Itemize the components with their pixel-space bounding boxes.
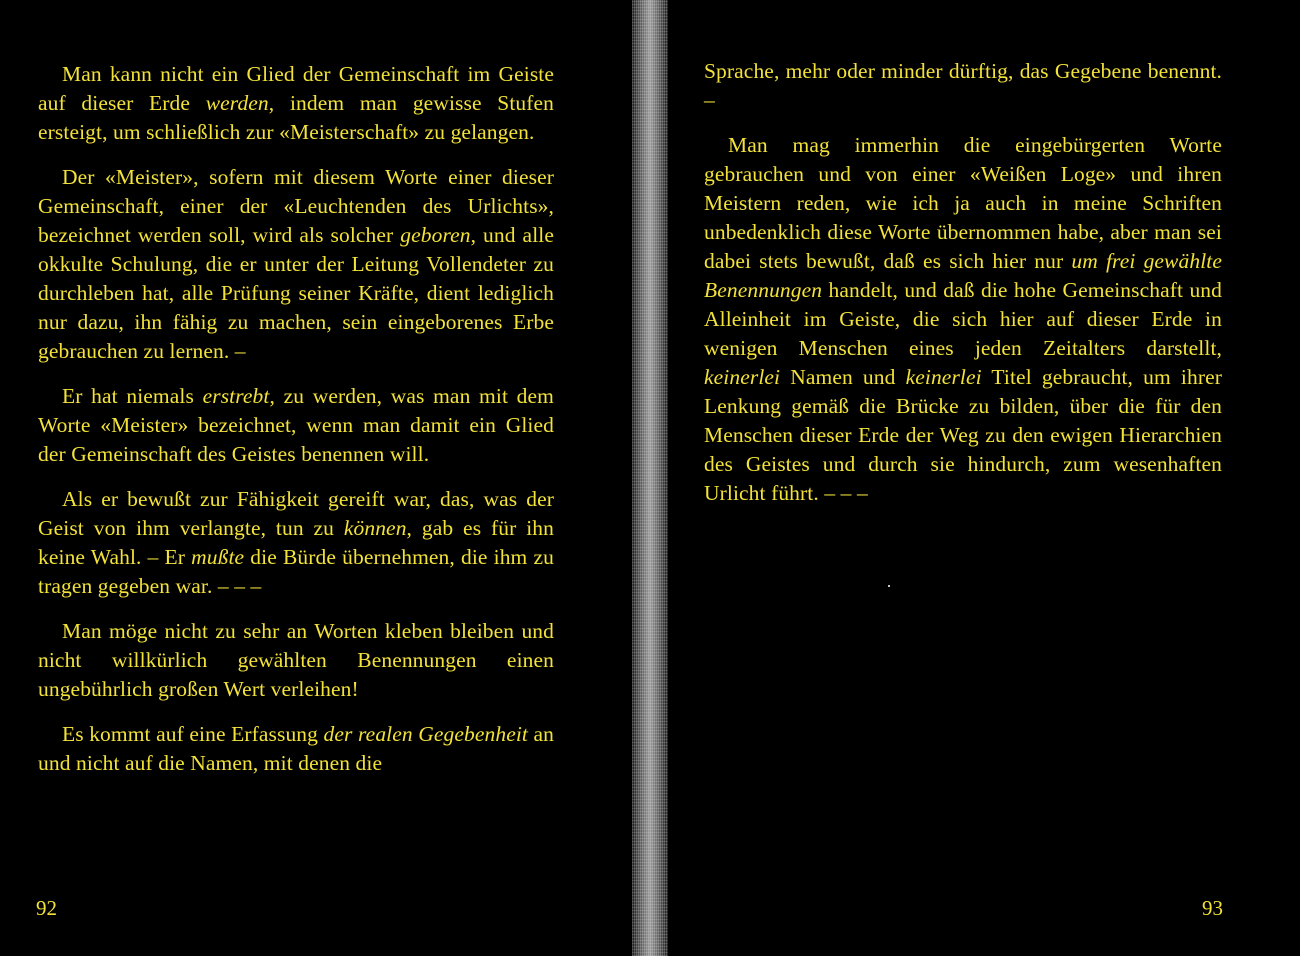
text-run: Man mag immerhin die eingebürgerten Worte gebrauchen und von einer «Weißen Loge» und ihren Meistern reden, wie ich ja auch in meine Schriften unbedenklich diese Worte übernommen habe, aber man sei dabei stets bewußt, daß es sich hier nur bbox=[704, 133, 1222, 273]
left-paragraph-1 bbox=[38, 60, 554, 147]
text-run: , indem man gewisse Stufen ersteigt, um schließlich zur «Meisterschaft» zu gelangen. bbox=[38, 91, 554, 144]
scan-speck bbox=[888, 585, 890, 587]
text-run: handelt, und daß die hohe Gemeinschaft und Alleinheit im Geiste, die sich hier auf dieser Erde in wenigen Menschen eines jeden Zeitalters darstellt, bbox=[704, 278, 1222, 360]
text-run: Es kommt auf eine Erfassung bbox=[62, 722, 324, 746]
text-run: die Bürde übernehmen, die ihm zu tragen gegeben war. – – – bbox=[38, 545, 554, 598]
italic-run: um frei gewählte Benennungen bbox=[704, 249, 1222, 302]
left-paragraph-2 bbox=[38, 163, 554, 366]
text-run: , gab es für ihn keine Wahl. – Er bbox=[38, 516, 554, 569]
italic-run: geboren bbox=[400, 223, 471, 247]
text-run: Namen und bbox=[780, 365, 906, 389]
text-run: Als er bewußt zur Fähigkeit gereift war, das, was der Geist von ihm verlangte, tun zu bbox=[38, 487, 554, 540]
text-run: Titel gebraucht, um ihrer Lenkung gemäß die Brücke zu bilden, über die für den Menschen dieser Erde der Weg zu den ewigen Hierarchien des Geistes und durch sie hindurch, zum wesenhaften Urlicht führt. – – – bbox=[704, 365, 1223, 505]
left-page-body bbox=[38, 60, 554, 794]
left-paragraph-4 bbox=[38, 485, 554, 601]
left-page bbox=[0, 0, 632, 956]
italic-run: keinerlei bbox=[905, 365, 982, 389]
text-run: , zu werden, was man mit dem Worte «Meister» bezeichnet, wenn man damit ein Glied der Gemeinschaft des Geistes benennen will. bbox=[38, 384, 554, 466]
left-paragraph-3 bbox=[38, 382, 554, 469]
italic-run: werden bbox=[205, 91, 269, 115]
left-paragraph-5 bbox=[38, 617, 554, 704]
text-run: Er hat niemals bbox=[62, 384, 203, 408]
italic-run: der realen Gegebenheit bbox=[323, 722, 528, 746]
book-gutter bbox=[632, 0, 668, 956]
text-run: an und nicht auf die Namen, mit denen die bbox=[38, 722, 555, 775]
text-run: Man kann nicht ein Glied der Gemeinschaft im Geiste auf dieser Erde bbox=[38, 62, 554, 115]
page-number-left: 92 bbox=[36, 896, 57, 920]
text-run: Der «Meister», sofern mit diesem Worte einer dieser Gemeinschaft, einer der «Leuchtenden des Urlichts», bezeichnet werden soll, wird als solcher bbox=[38, 165, 554, 247]
right-page-body bbox=[704, 57, 1222, 524]
italic-run: können bbox=[343, 516, 407, 540]
right-paragraph-2 bbox=[704, 131, 1222, 508]
text-run: , und alle okkulte Schulung, die er unter der Leitung Vollendeter zu durchleben hat, alle Prüfung seiner Kräfte, dient lediglich nur dazu, ihn fähig zu machen, sein eingeborenes Erbe gebrauchen zu lernen. – bbox=[38, 223, 554, 363]
italic-run: mußte bbox=[191, 545, 245, 569]
italic-run: keinerlei bbox=[704, 365, 781, 389]
text-run: Sprache, mehr oder minder dürftig, das Gegebene benennt. – bbox=[704, 59, 1222, 112]
page-number-right: 93 bbox=[1202, 896, 1223, 920]
right-paragraph-1 bbox=[704, 57, 1222, 115]
italic-run: erstrebt bbox=[202, 384, 270, 408]
text-run: Man möge nicht zu sehr an Worten kleben bleiben und nicht willkürlich gewählten Benennungen einen ungebührlich großen Wert verleihen! bbox=[38, 619, 554, 701]
left-paragraph-6 bbox=[38, 720, 554, 778]
right-page bbox=[668, 0, 1300, 956]
